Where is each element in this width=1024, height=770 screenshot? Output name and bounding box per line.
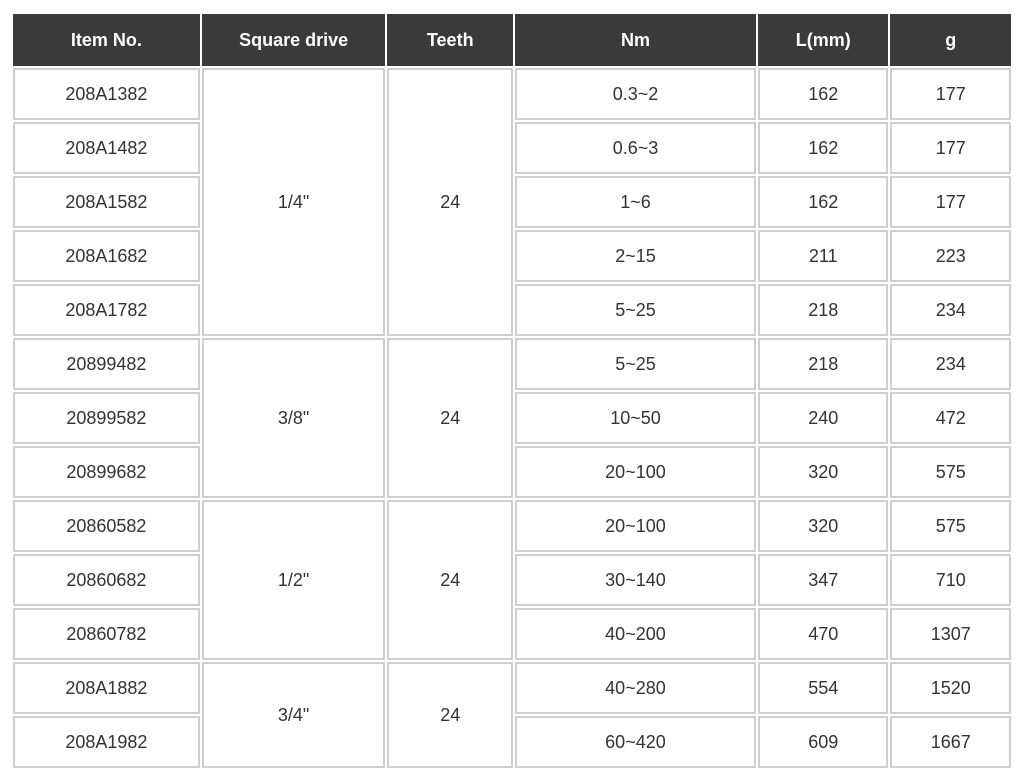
length-cell: 218 [758,338,889,390]
item-no-cell: 20860582 [13,500,200,552]
header-row [13,14,1011,66]
length-cell: 320 [758,446,889,498]
weight-cell: 1307 [890,608,1011,660]
weight-cell: 1520 [890,662,1011,714]
length-cell: 211 [758,230,889,282]
teeth-cell: 24 [387,338,513,498]
square-drive-cell: 3/8" [202,338,386,498]
item-no-cell: 20860782 [13,608,200,660]
item-no-cell: 20860682 [13,554,200,606]
header-teeth: Teeth [387,14,513,66]
length-cell: 162 [758,68,889,120]
table-row [13,662,1011,714]
item-no-cell: 208A1782 [13,284,200,336]
weight-cell: 234 [890,284,1011,336]
square-drive-cell: 1/4" [202,68,386,336]
weight-cell: 177 [890,122,1011,174]
teeth-cell: 24 [387,500,513,660]
spec-table [11,12,1013,770]
weight-cell: 177 [890,68,1011,120]
header-length: L(mm) [758,14,889,66]
nm-cell: 40~200 [515,608,756,660]
square-drive-cell: 3/4" [202,662,386,768]
nm-cell: 40~280 [515,662,756,714]
item-no-cell: 20899582 [13,392,200,444]
weight-cell: 472 [890,392,1011,444]
header-nm: Nm [515,14,756,66]
item-no-cell: 208A1882 [13,662,200,714]
item-no-cell: 20899482 [13,338,200,390]
nm-cell: 0.3~2 [515,68,756,120]
length-cell: 347 [758,554,889,606]
nm-cell: 20~100 [515,446,756,498]
length-cell: 218 [758,284,889,336]
nm-cell: 1~6 [515,176,756,228]
length-cell: 470 [758,608,889,660]
nm-cell: 5~25 [515,284,756,336]
nm-cell: 20~100 [515,500,756,552]
length-cell: 240 [758,392,889,444]
item-no-cell: 208A1582 [13,176,200,228]
weight-cell: 710 [890,554,1011,606]
item-no-cell: 208A1482 [13,122,200,174]
weight-cell: 575 [890,500,1011,552]
table-row [13,338,1011,390]
item-no-cell: 208A1682 [13,230,200,282]
weight-cell: 575 [890,446,1011,498]
header-item-no: Item No. [13,14,200,66]
header-square-drive: Square drive [202,14,386,66]
length-cell: 609 [758,716,889,768]
table-row [13,68,1011,120]
weight-cell: 234 [890,338,1011,390]
length-cell: 162 [758,176,889,228]
teeth-cell: 24 [387,662,513,768]
weight-cell: 177 [890,176,1011,228]
table-row [13,500,1011,552]
nm-cell: 30~140 [515,554,756,606]
header-weight: g [890,14,1011,66]
nm-cell: 60~420 [515,716,756,768]
item-no-cell: 20899682 [13,446,200,498]
nm-cell: 0.6~3 [515,122,756,174]
length-cell: 320 [758,500,889,552]
nm-cell: 10~50 [515,392,756,444]
nm-cell: 2~15 [515,230,756,282]
item-no-cell: 208A1982 [13,716,200,768]
length-cell: 162 [758,122,889,174]
nm-cell: 5~25 [515,338,756,390]
square-drive-cell: 1/2" [202,500,386,660]
weight-cell: 1667 [890,716,1011,768]
teeth-cell: 24 [387,68,513,336]
item-no-cell: 208A1382 [13,68,200,120]
length-cell: 554 [758,662,889,714]
weight-cell: 223 [890,230,1011,282]
